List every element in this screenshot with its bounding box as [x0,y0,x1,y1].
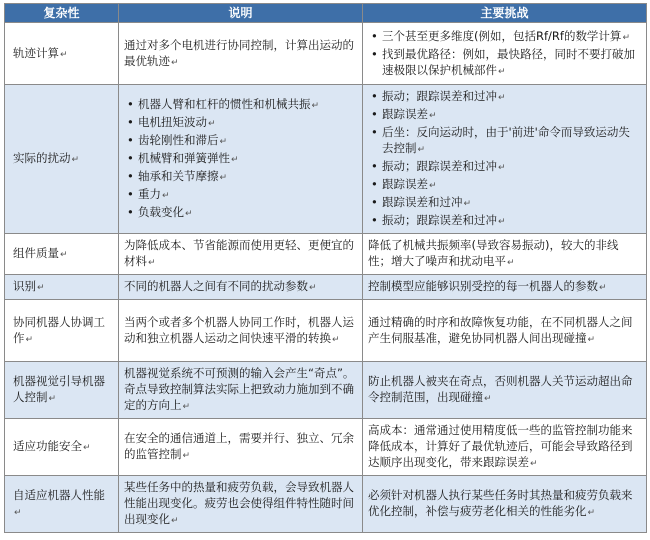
list-item [124,186,357,204]
list-item-text: 机械臂和弹簧弹性 [138,151,230,165]
description-text: 某些任务中的热量和疲劳负载，会导致机器人性能出现变化。疲劳也会使得组件特性随时间出现变化 [124,480,354,526]
complexity-cell [5,85,119,234]
challenge-text: 防止机器人被夹在奇点，否则机器人关节运动超出命令控制范围，出现碰撞 [368,374,633,404]
table-row [5,300,647,362]
challenge-text: 通过精确的时序和故障恢复功能，在不同机器人之间产生伺服基准，避免协同机器人间出现碰撞 [368,314,633,345]
paragraph-mark: ↵ [162,191,170,201]
description-cell [119,300,363,362]
paragraph-mark: ↵ [60,250,68,260]
list-item-text: 找到最优路径：例如，最快路径，同时不要打破加速极限以保护机械部件 [382,46,635,77]
paragraph-mark: ↵ [25,334,34,345]
list-item [368,124,641,158]
header-row [5,4,647,23]
complexity-cell [5,300,119,362]
challenge-text: 控制模型应能够识别受控的每一机器人的参数 [368,279,598,293]
list-item-text: 三个甚至更多维度(例如，包括Rf/Rf的数学计算 [382,28,622,43]
paragraph-mark: ↵ [498,217,506,227]
paragraph-mark: ↵ [622,32,630,43]
table-row [5,419,647,476]
list-item [368,88,641,106]
complexity-cell [5,234,119,275]
table-row [5,23,647,85]
complexity-cell [5,362,119,419]
challenge-cell [363,476,647,533]
paragraph-mark: ↵ [498,93,506,103]
challenge-list [368,28,641,80]
paragraph-mark: ↵ [48,394,57,404]
complexity-name: 轨迹计算 [13,45,59,60]
list-item [368,106,641,124]
description-cell [119,85,363,234]
list-item-text: 机器人臂和杠杆的惯性和机械共振 [138,97,311,111]
paragraph-mark: ↵ [429,181,437,191]
table-row [5,275,647,300]
paragraph-mark: ↵ [587,508,596,518]
complexity-name: 自适应机器人性能 [13,488,105,502]
challenge-cell [363,362,647,419]
header-description: 说明 [119,4,363,23]
challenge-text: 必须针对机器人执行某些任务时其热量和疲劳负载来优化控制，补偿与疲劳老化相关的性能劣化 [368,488,633,518]
challenge-cell [363,275,647,300]
list-item-text: 振动；跟踪误差和过冲 [382,213,497,227]
description-list [124,96,357,222]
table-row [5,362,647,419]
challenge-cell [363,23,647,85]
list-item [124,168,357,186]
paragraph-mark: ↵ [37,283,45,293]
complexity-cell [5,476,119,533]
paragraph-mark: ↵ [208,119,216,129]
description-cell [119,362,363,419]
list-item-text: 电机扭矩波动 [138,115,207,129]
paragraph-mark: ↵ [182,451,191,461]
list-item-text: 跟踪误差 [382,107,428,121]
list-item [124,150,357,168]
paragraph-mark: ↵ [171,57,179,68]
list-item [124,132,357,150]
list-item-text: 后坐：反向运动时，由于'前进'命令而导致运动失去控制 [382,125,630,155]
paragraph-mark: ↵ [429,111,437,121]
challenge-cell [363,85,647,234]
challenge-cell [363,419,647,476]
list-item-text: 负载变化 [138,205,184,219]
paragraph-mark: ↵ [498,163,506,173]
table-body [5,23,647,533]
paragraph-mark: ↵ [182,402,191,412]
paragraph-mark: ↵ [311,101,320,111]
description-text: 当两个或者多个机器人协同工作时，机器人运动和独立机器人运动之间快速平滑的转换 [124,314,354,345]
list-item-text: 齿轮刚性和滞后 [138,133,219,147]
paragraph-mark: ↵ [219,173,228,183]
challenge-list [368,88,641,230]
paragraph-mark: ↵ [417,145,426,155]
description-cell [119,476,363,533]
complexity-cell [5,23,119,85]
paragraph-mark: ↵ [309,283,317,293]
paragraph-mark: ↵ [498,66,506,77]
list-item-text: 轴承和关节摩擦 [138,169,219,183]
list-item [368,212,641,230]
list-item [368,176,641,194]
description-text: 机器视觉系统不可预测的输入会产生“奇点”。奇点导致控制算法实际上把致动力施加到不确定的方向上 [124,366,355,412]
list-item [368,28,641,46]
complexity-cell [5,275,119,300]
complexity-name: 组件质量 [13,246,59,260]
list-item [368,158,641,176]
list-item-text: 振动；跟踪误差和过冲 [382,89,497,103]
paragraph-mark: ↵ [71,155,80,165]
paragraph-mark: ↵ [332,334,340,345]
list-item-text: 跟踪误差和过冲 [382,195,463,209]
list-item-text: 跟踪误差 [382,177,428,191]
challenge-text: 降低了机械共振频率(导致容易振动)，较大的非线性；增大了噪声和扰动电平 [368,238,619,268]
paragraph-mark: ↵ [587,334,596,345]
table-row [5,234,647,275]
table-row [5,85,647,234]
description-cell [119,419,363,476]
challenge-cell [363,300,647,362]
list-item [124,204,357,222]
header-complexity: 复杂性 [5,4,119,23]
paragraph-mark: ↵ [599,283,607,293]
description-text: 通过对多个电机进行协同控制，计算出运动的最优轨迹 [124,37,354,68]
table-container [4,3,646,533]
complexity-name: 识别 [13,279,36,293]
paragraph-mark: ↵ [484,394,492,404]
challenge-text: 高成本：通常通过使用精度低一些的监管控制功能来降低成本，计算好了最优轨迹后，可能会导致路径到达顺序出现变化，带来跟踪误差 [368,423,633,469]
description-text: 为降低成本、节省能源而使用更轻、更便宜的材料 [124,238,354,268]
complexity-name: 协同机器人协调工作 [13,314,105,345]
paragraph-mark: ↵ [219,137,228,147]
list-item [124,114,357,132]
complexity-name: 机器视觉引导机器人控制 [13,374,105,404]
challenge-cell [363,234,647,275]
list-item [368,194,641,212]
description-cell [119,234,363,275]
paragraph-mark: ↵ [185,209,193,219]
list-item-text: 振动；跟踪误差和过冲 [382,159,497,173]
description-cell [119,275,363,300]
complexity-table [4,3,647,533]
paragraph-mark: ↵ [463,199,472,209]
list-item [124,96,357,114]
list-item-text: 重力 [138,187,161,201]
paragraph-mark: ↵ [83,443,91,453]
paragraph-mark: ↵ [148,258,156,268]
complexity-name: 实际的扰动 [13,151,71,165]
description-cell [119,23,363,85]
paragraph-mark: ↵ [60,49,68,60]
table-row [5,476,647,533]
list-item [368,46,641,80]
complexity-cell [5,419,119,476]
description-text: 不同的机器人之间有不同的扰动参数 [124,279,308,293]
description-text: 在安全的通信通道上，需要并行、独立、冗余的监管控制 [124,431,354,461]
complexity-name: 适应功能安全 [13,439,82,453]
header-challenges: 主要挑战 [363,4,647,23]
paragraph-mark: ↵ [171,516,179,526]
paragraph-mark: ↵ [231,155,239,165]
paragraph-mark: ↵ [14,508,22,518]
paragraph-mark: ↵ [507,258,515,268]
paragraph-mark: ↵ [530,459,538,469]
